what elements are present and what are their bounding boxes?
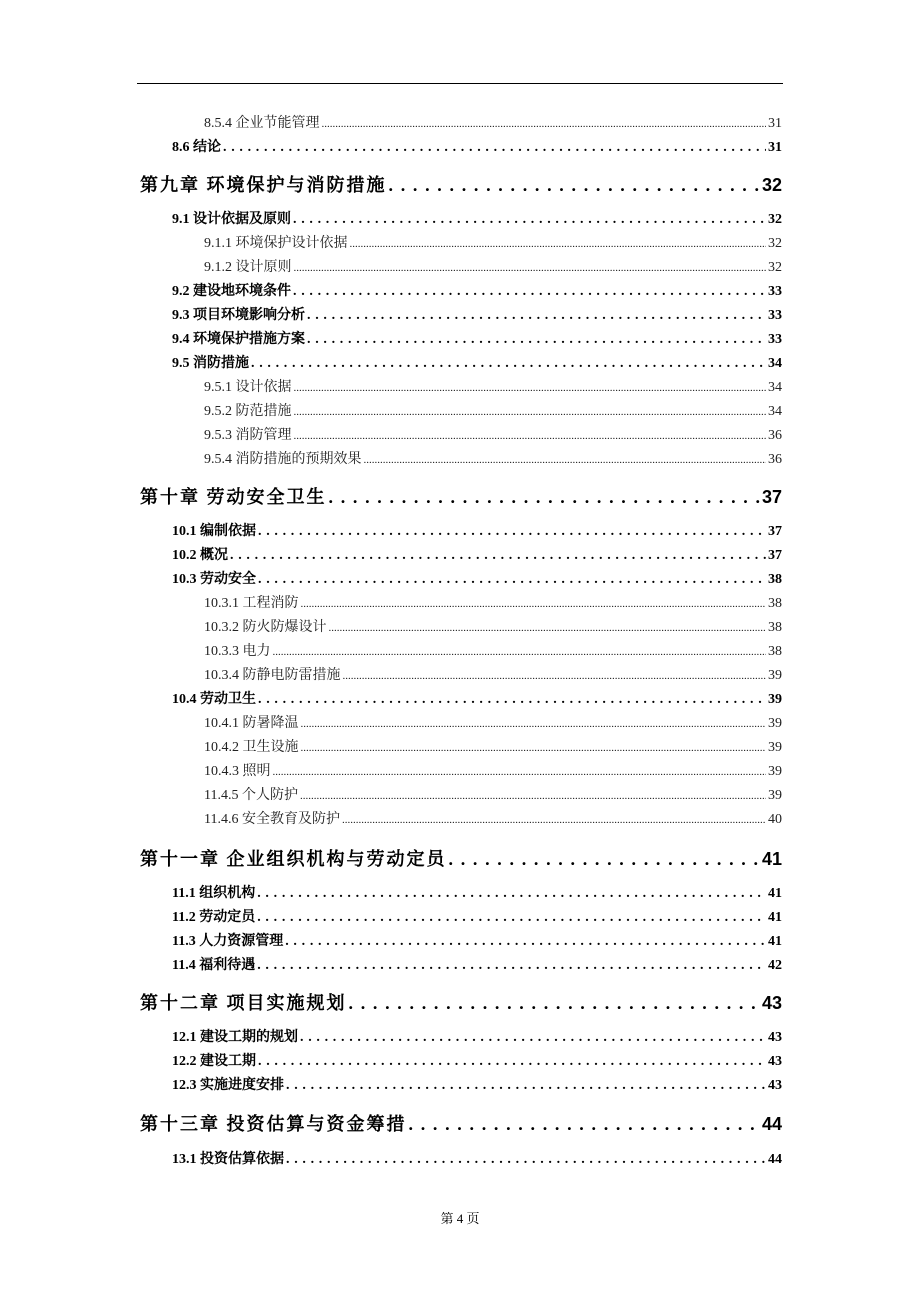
toc-entry-label: 9.3 项目环境影响分析 (172, 308, 305, 323)
toc-leader (364, 449, 767, 471)
toc-entry-page: 34 (768, 380, 782, 395)
toc-entry[interactable] (204, 113, 782, 135)
toc-leader (301, 713, 767, 735)
toc-leader (293, 209, 766, 231)
toc-leader (285, 931, 766, 953)
toc-entry-page: 43 (768, 1078, 782, 1093)
toc-entry-label: 12.3 实施进度安排 (172, 1078, 284, 1093)
toc-entry-label: 10.4.3 照明 (204, 764, 271, 779)
toc-entry[interactable] (204, 617, 782, 639)
toc-entry[interactable] (172, 1027, 782, 1049)
toc-entry-page: 33 (768, 284, 782, 299)
toc-entry-label: 11.4.5 个人防护 (204, 788, 298, 803)
toc-chapter-page: 44 (761, 1114, 782, 1134)
toc-entry-label: 9.5 消防措施 (172, 356, 249, 371)
toc-entry[interactable] (172, 1051, 782, 1073)
toc-chapter[interactable] (140, 989, 782, 1017)
toc-entry-page: 39 (768, 692, 782, 707)
toc-entry-label: 11.2 劳动定员 (172, 910, 256, 925)
toc-leader (300, 785, 766, 807)
toc-leader (258, 569, 766, 591)
toc-entry[interactable] (204, 425, 782, 447)
toc-entry-page: 37 (768, 524, 782, 539)
toc-entry-label: 8.5.4 企业节能管理 (204, 116, 320, 131)
toc-entry-page: 41 (768, 910, 782, 925)
toc-entry-label: 8.6 结论 (172, 140, 221, 155)
toc-entry-page: 34 (768, 356, 782, 371)
toc-entry[interactable] (172, 281, 782, 303)
toc-entry-label: 10.3.4 防静电防雷措施 (204, 668, 341, 683)
toc-entry-label: 10.3.2 防火防爆设计 (204, 620, 327, 635)
toc-chapter-page: 32 (761, 175, 782, 195)
toc-entry[interactable] (204, 233, 782, 255)
toc-leader (301, 593, 767, 615)
toc-entry-page: 38 (768, 596, 782, 611)
toc-chapter-page: 37 (761, 487, 782, 507)
toc-leader (294, 377, 767, 399)
toc-leader (257, 907, 766, 929)
toc-entry[interactable] (172, 521, 782, 543)
toc-entry-page: 38 (768, 644, 782, 659)
toc-entry[interactable] (172, 1149, 782, 1171)
toc-leader (294, 425, 767, 447)
toc-entry-page: 39 (768, 764, 782, 779)
toc-entry-label: 10.3.3 电力 (204, 644, 271, 659)
toc-entry-label: 11.1 组织机构 (172, 886, 256, 901)
toc-leader (223, 137, 766, 159)
toc-leader (273, 641, 767, 663)
toc-entry[interactable] (204, 785, 782, 807)
toc-entry-page: 37 (768, 548, 782, 563)
toc-leader (258, 521, 766, 543)
toc-leader (293, 281, 766, 303)
toc-entry-page: 39 (768, 668, 782, 683)
toc-entry-page: 39 (768, 716, 782, 731)
toc-chapter[interactable] (140, 1110, 782, 1138)
toc-leader (389, 171, 760, 199)
header-rule (137, 83, 783, 84)
toc-entry-page: 43 (768, 1054, 782, 1069)
toc-entry-label: 11.4.6 安全教育及防护 (204, 812, 340, 827)
toc-leader (307, 305, 766, 327)
toc-entry-label: 10.2 概况 (172, 548, 228, 563)
toc-entry[interactable] (172, 931, 782, 953)
toc-entry-label: 9.5.2 防范措施 (204, 404, 292, 419)
toc-leader (329, 483, 760, 511)
toc-leader (230, 545, 766, 567)
toc-entry[interactable] (172, 305, 782, 327)
toc-entry-page: 38 (768, 572, 782, 587)
toc-entry[interactable] (172, 569, 782, 591)
toc-entry[interactable] (204, 449, 782, 471)
toc-entry-label: 12.2 建设工期 (172, 1054, 256, 1069)
toc-entry-label: 9.2 建设地环境条件 (172, 284, 291, 299)
toc-entry-page: 42 (768, 958, 782, 973)
toc-entry[interactable] (172, 329, 782, 351)
toc-entry-page: 34 (768, 404, 782, 419)
toc-leader (257, 955, 766, 977)
toc-leader (294, 257, 767, 279)
toc-entry-page: 33 (768, 308, 782, 323)
toc-entry-page: 31 (768, 116, 782, 131)
toc-chapter-label: 第十二章 项目实施规划 (140, 993, 347, 1013)
toc-entry-label: 9.1.2 设计原则 (204, 260, 292, 275)
toc-entry-label: 9.1 设计依据及原则 (172, 212, 291, 227)
toc-entry-label: 11.3 人力资源管理 (172, 934, 284, 949)
toc-leader (258, 1051, 766, 1073)
toc-entry-label: 10.4.2 卫生设施 (204, 740, 299, 755)
toc-entry[interactable] (204, 713, 782, 735)
toc-entry[interactable] (172, 883, 782, 905)
toc-chapter[interactable] (140, 483, 782, 511)
toc-chapter-label: 第十章 劳动安全卫生 (140, 487, 327, 507)
toc-leader (350, 233, 767, 255)
toc-entry[interactable] (172, 137, 782, 159)
toc-entry-label: 10.4 劳动卫生 (172, 692, 256, 707)
toc-leader (343, 665, 767, 687)
toc-entry-label: 10.3 劳动安全 (172, 572, 256, 587)
toc-entry-page: 36 (768, 452, 782, 467)
toc-chapter-page: 43 (761, 993, 782, 1013)
toc-leader (286, 1075, 766, 1097)
toc-entry-page: 36 (768, 428, 782, 443)
toc-entry-label: 10.4.1 防暑降温 (204, 716, 299, 731)
toc-entry[interactable] (204, 665, 782, 687)
toc-entry-page: 32 (768, 236, 782, 251)
toc-entry[interactable] (172, 353, 782, 375)
toc-entry-page: 44 (768, 1152, 782, 1167)
toc-leader (409, 1110, 760, 1138)
toc-entry[interactable] (204, 401, 782, 423)
toc-entry-page: 38 (768, 620, 782, 635)
toc-leader (342, 809, 766, 831)
toc-entry[interactable] (204, 641, 782, 663)
toc-leader (257, 883, 766, 905)
page-number: 第 4 页 (440, 1211, 480, 1226)
toc-entry-page: 32 (768, 212, 782, 227)
toc-leader (294, 401, 767, 423)
toc-entry-label: 9.5.4 消防措施的预期效果 (204, 452, 362, 467)
toc-entry-page: 33 (768, 332, 782, 347)
toc-entry-label: 9.5.1 设计依据 (204, 380, 292, 395)
toc-chapter[interactable] (140, 845, 782, 873)
toc-chapter-label: 第九章 环境保护与消防措施 (140, 175, 387, 195)
toc-entry-label: 9.1.1 环境保护设计依据 (204, 236, 348, 251)
toc-entry[interactable] (204, 809, 782, 831)
toc-entry[interactable] (204, 257, 782, 279)
toc-leader (449, 845, 760, 873)
toc-leader (286, 1149, 766, 1171)
toc-entry-label: 10.3.1 工程消防 (204, 596, 299, 611)
toc-leader (258, 689, 766, 711)
toc-entry[interactable] (172, 1075, 782, 1097)
toc-entry-label: 11.4 福利待遇 (172, 958, 256, 973)
toc-entry[interactable] (172, 689, 782, 711)
toc-chapter-label: 第十三章 投资估算与资金筹措 (140, 1114, 407, 1134)
toc-chapter[interactable] (140, 171, 782, 199)
toc-entry-page: 41 (768, 886, 782, 901)
toc-entry-label: 10.1 编制依据 (172, 524, 256, 539)
toc-entry-label: 12.1 建设工期的规划 (172, 1030, 298, 1045)
toc-entry[interactable] (204, 761, 782, 783)
toc-entry-label: 9.4 环境保护措施方案 (172, 332, 305, 347)
toc-leader (349, 989, 760, 1017)
toc-entry[interactable] (204, 377, 782, 399)
toc-leader (300, 1027, 766, 1049)
toc-leader (273, 761, 767, 783)
toc-leader (322, 113, 767, 135)
toc-entry-page: 41 (768, 934, 782, 949)
toc-entry[interactable] (172, 955, 782, 977)
toc-entry-page: 39 (768, 788, 782, 803)
toc-entry-page: 40 (768, 812, 782, 827)
toc-entry[interactable] (172, 209, 782, 231)
toc-entry-page: 43 (768, 1030, 782, 1045)
toc-entry-label: 9.5.3 消防管理 (204, 428, 292, 443)
toc-leader (251, 353, 766, 375)
toc-entry-page: 31 (768, 140, 782, 155)
toc-entry[interactable] (204, 737, 782, 759)
toc-entry[interactable] (172, 907, 782, 929)
toc-entry-page: 32 (768, 260, 782, 275)
toc-entry-label: 13.1 投资估算依据 (172, 1152, 284, 1167)
toc-leader (301, 737, 767, 759)
toc-entry[interactable] (204, 593, 782, 615)
toc-leader (329, 617, 767, 639)
toc-chapter-label: 第十一章 企业组织机构与劳动定员 (140, 849, 447, 869)
toc-entry[interactable] (172, 545, 782, 567)
toc-entry-page: 39 (768, 740, 782, 755)
toc-chapter-page: 41 (761, 849, 782, 869)
toc-leader (307, 329, 766, 351)
